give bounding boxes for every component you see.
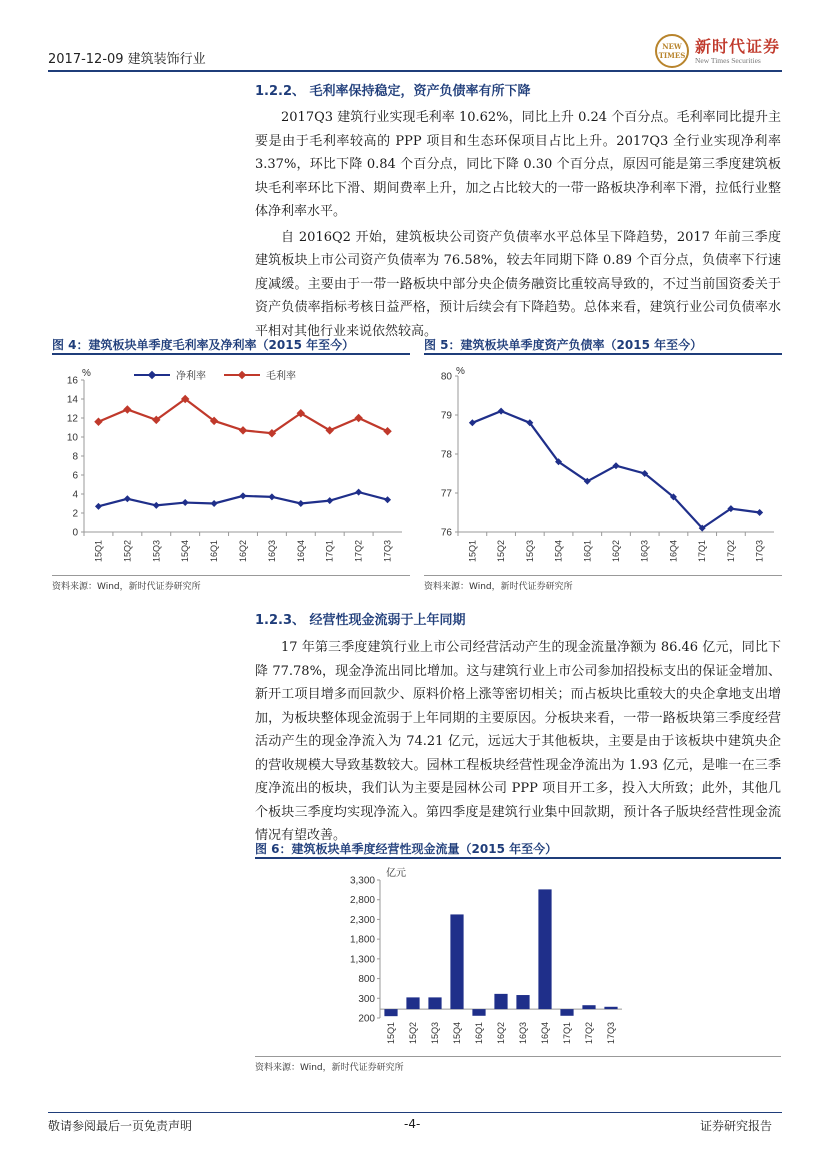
y-tick-label: 12 [66,413,78,425]
bar [538,889,551,1009]
footer-disclaimer: 敬请参阅最后一页免责声明 [48,1119,193,1133]
y-tick-label: 4 [72,489,78,501]
y-tick-label: 80 [440,371,452,383]
x-tick-label: 15Q4 [452,1022,462,1045]
x-tick-label: 17Q3 [754,540,765,563]
x-tick-label: 16Q3 [639,540,650,563]
x-tick-label: 15Q2 [408,1022,418,1045]
x-tick-label: 15Q1 [386,1022,396,1045]
y-tick-label: 10 [66,432,78,444]
header-date-industry: 2017-12-09 建筑装饰行业 [48,52,206,67]
y-tick-label: 6 [72,470,78,482]
fig6-ylabel: 亿元 [386,868,406,879]
x-tick-label: 17Q2 [725,540,736,563]
footer-divider [48,1112,782,1113]
fig6-title-underline [255,857,781,859]
x-tick-label: 17Q2 [353,540,364,563]
page-number: -4- [404,1117,421,1131]
x-tick-label: 16Q1 [474,1022,484,1045]
x-tick-label: 16Q2 [496,1022,506,1045]
bar [494,994,507,1009]
y-tick-label: 0 [72,527,78,539]
x-tick-label: 16Q2 [238,540,248,563]
section-1-2-2-body [255,106,781,345]
data-point-diamond [268,493,275,500]
x-tick-label: 16Q3 [266,540,277,563]
paragraph: 2017Q3 建筑行业实现毛利率 10.62%，同比上升 0.24 个百分点。毛利率同比提升主要是由于毛利率较高的 PPP 项目和生态环保项目占比上升。2017Q3 全行业实现净利率 3.37%，环比下降 0.84 个百分点，同比下降 0.30 个百分点，原因可能是第三季度建筑板块毛利率环比下滑、期间费率上升，加之占比较大的一带一路板块净利率下滑，拉低行业整体净利率水平。 [255,110,781,219]
paragraph: 自 2016Q2 开始，建筑板块公司资产负债率水平总体呈下降趋势，2017 年前三季度建筑板块上市公司资产负债率为 76.58%，较去年同期下降 0.89 个百分点，负债率下行速度减缓。主要由于一带一路板块中部分央企债务融资比重较高导致的，不过当前国资委关于资产负债率指标考核日益严格，预计后续会有下降趋势。总体来看，建筑行业公司负债率水平相对其他行业来说依然较高。 [255,229,781,339]
x-tick-label: 15Q1 [93,540,104,563]
legend-swatch-marker [148,371,156,379]
y-tick-label: 14 [66,394,78,406]
x-tick-label: 16Q4 [295,540,306,563]
data-point-marker [354,414,362,422]
fig5-bottom-rule [424,575,782,576]
footer-report-type: 证券研究报告 [700,1119,773,1133]
data-point-marker [239,426,247,434]
logo-chinese-name: 新时代证券 [695,37,781,56]
data-point-diamond [240,492,247,499]
x-tick-label: 15Q2 [122,540,133,563]
company-logo [655,34,780,70]
bar [582,1005,595,1009]
data-point-marker [123,405,131,413]
bar [604,1007,617,1009]
paragraph: 17 年第三季度建筑行业上市公司经营活动产生的现金流量净额为 86.46 亿元，同比下降 77.78%，现金净流出同比增加。这与建筑行业上市公司参加招投标支出的保证金增加、新开工项目增多而回款少、原料价格上涨等密切相关；而占板块比重较大的央企拿地支出增加，为板块整体现金流弱于上年同期的主要原因。分板块来看，一带一路板块第三季度经营活动产生的现金净流入为 74.21 亿元，远远大于其他板块，主要是由于该板块中建筑央企的营收规模大导致基数较大。园林工程板块经营性现金净流出为 1.93 亿元，是唯一在三季度净流出的板块，我们认为主要是园林公司 PPP 项目开工多，投入大所致；此外，其他几个板块三季度均实现净流入。第四季度是建筑行业集中回款期，预计各子版块经营性现金流情况有望改善。 [255,640,781,843]
x-tick-label: 15Q3 [430,1022,440,1045]
section-title-1-2-3: 1.2.3、 经营性现金流弱于上年同期 [255,613,466,628]
data-point-diamond [355,489,362,496]
bar [384,1009,397,1016]
fig5-title: 图 5：建筑板块单季度资产负债率（2015 年至今） [424,338,703,352]
y-tick-label: 77 [440,488,452,500]
fig5-ylabel: % [456,366,465,377]
y-tick-label: 1,800 [349,934,375,946]
x-tick-label: 16Q4 [668,540,679,563]
bar [560,1009,573,1016]
x-tick-label: 16Q4 [540,1022,550,1045]
x-tick-label: 15Q4 [553,540,564,563]
x-tick-label: 15Q1 [467,540,478,563]
y-tick-label: 2,300 [349,914,375,926]
bar [472,1009,485,1016]
data-point-diamond [95,503,102,510]
debt-ratio-line [472,411,759,528]
y-tick-label: 2,800 [349,895,375,907]
bar [516,995,529,1009]
data-point-marker [383,427,391,435]
fig4-bottom-rule [52,575,410,576]
x-tick-label: 15Q3 [524,540,535,563]
fig6-source: 资料来源：Wind，新时代证券研究所 [255,1063,404,1073]
fig6-title: 图 6：建筑板块单季度经营性现金流量（2015 年至今） [255,842,558,856]
y-tick-label: 200 [358,1013,375,1025]
x-tick-label: 17Q3 [606,1022,616,1045]
fig4-chart [52,360,410,572]
data-point-diamond [297,500,304,507]
x-tick-label: 17Q2 [584,1022,594,1045]
y-tick-label: 2 [72,508,78,520]
data-point-diamond [182,499,189,506]
section-1-2-3-body [255,636,781,850]
data-point-diamond [124,495,131,502]
data-point-diamond [211,500,218,507]
x-tick-label: 16Q3 [518,1022,528,1045]
data-point-diamond [498,408,505,415]
fig6-bottom-rule [255,1056,781,1057]
fig4-source: 资料来源：Wind，新时代证券研究所 [52,582,201,592]
x-tick-label: 16Q2 [611,540,621,563]
bar [406,997,419,1009]
logo-english-name: New Times Securities [695,56,761,65]
x-tick-label: 15Q3 [151,540,162,563]
data-point-diamond [756,509,763,516]
x-tick-label: 17Q1 [562,1022,572,1045]
y-tick-label: 1,300 [349,954,375,966]
data-point-marker [94,418,102,426]
fig6-chart [340,864,640,1054]
legend-label: 净利率 [176,371,206,382]
y-tick-label: 3,300 [349,875,375,887]
fig5-chart [424,360,782,572]
x-tick-label: 17Q1 [324,540,335,563]
x-tick-label: 15Q4 [180,540,191,563]
y-tick-label: 16 [66,375,78,387]
data-point-diamond [153,502,160,509]
bar [428,997,441,1009]
section-title-1-2-2: 1.2.2、 毛利率保持稳定，资产负债率有所下降 [255,84,531,99]
y-tick-label: 78 [440,449,452,461]
legend-swatch-marker [238,371,246,379]
fig5-title-underline [424,353,782,355]
bar [450,914,463,1009]
data-point-diamond [469,419,476,426]
x-tick-label: 16Q1 [209,540,220,563]
y-tick-label: 76 [440,527,452,539]
legend-label: 毛利率 [266,371,296,382]
fig4-title-underline [52,353,410,355]
data-point-diamond [384,496,391,503]
header-divider [48,70,782,72]
y-tick-label: 8 [72,451,78,463]
fig5-source: 资料来源：Wind，新时代证券研究所 [424,582,573,592]
x-tick-label: 17Q3 [382,540,393,563]
y-tick-label: 300 [358,993,375,1005]
x-tick-label: 17Q1 [697,540,708,563]
y-tick-label: 79 [440,410,452,422]
x-tick-label: 15Q2 [496,540,507,563]
fig4-title: 图 4：建筑板块单季度毛利率及净利率（2015 年至今） [52,338,355,352]
logo-badge: NEW TIMES [655,34,689,68]
fig4-ylabel: % [82,368,91,379]
x-tick-label: 16Q1 [582,540,593,563]
data-point-diamond [326,497,333,504]
y-tick-label: 800 [358,974,375,986]
